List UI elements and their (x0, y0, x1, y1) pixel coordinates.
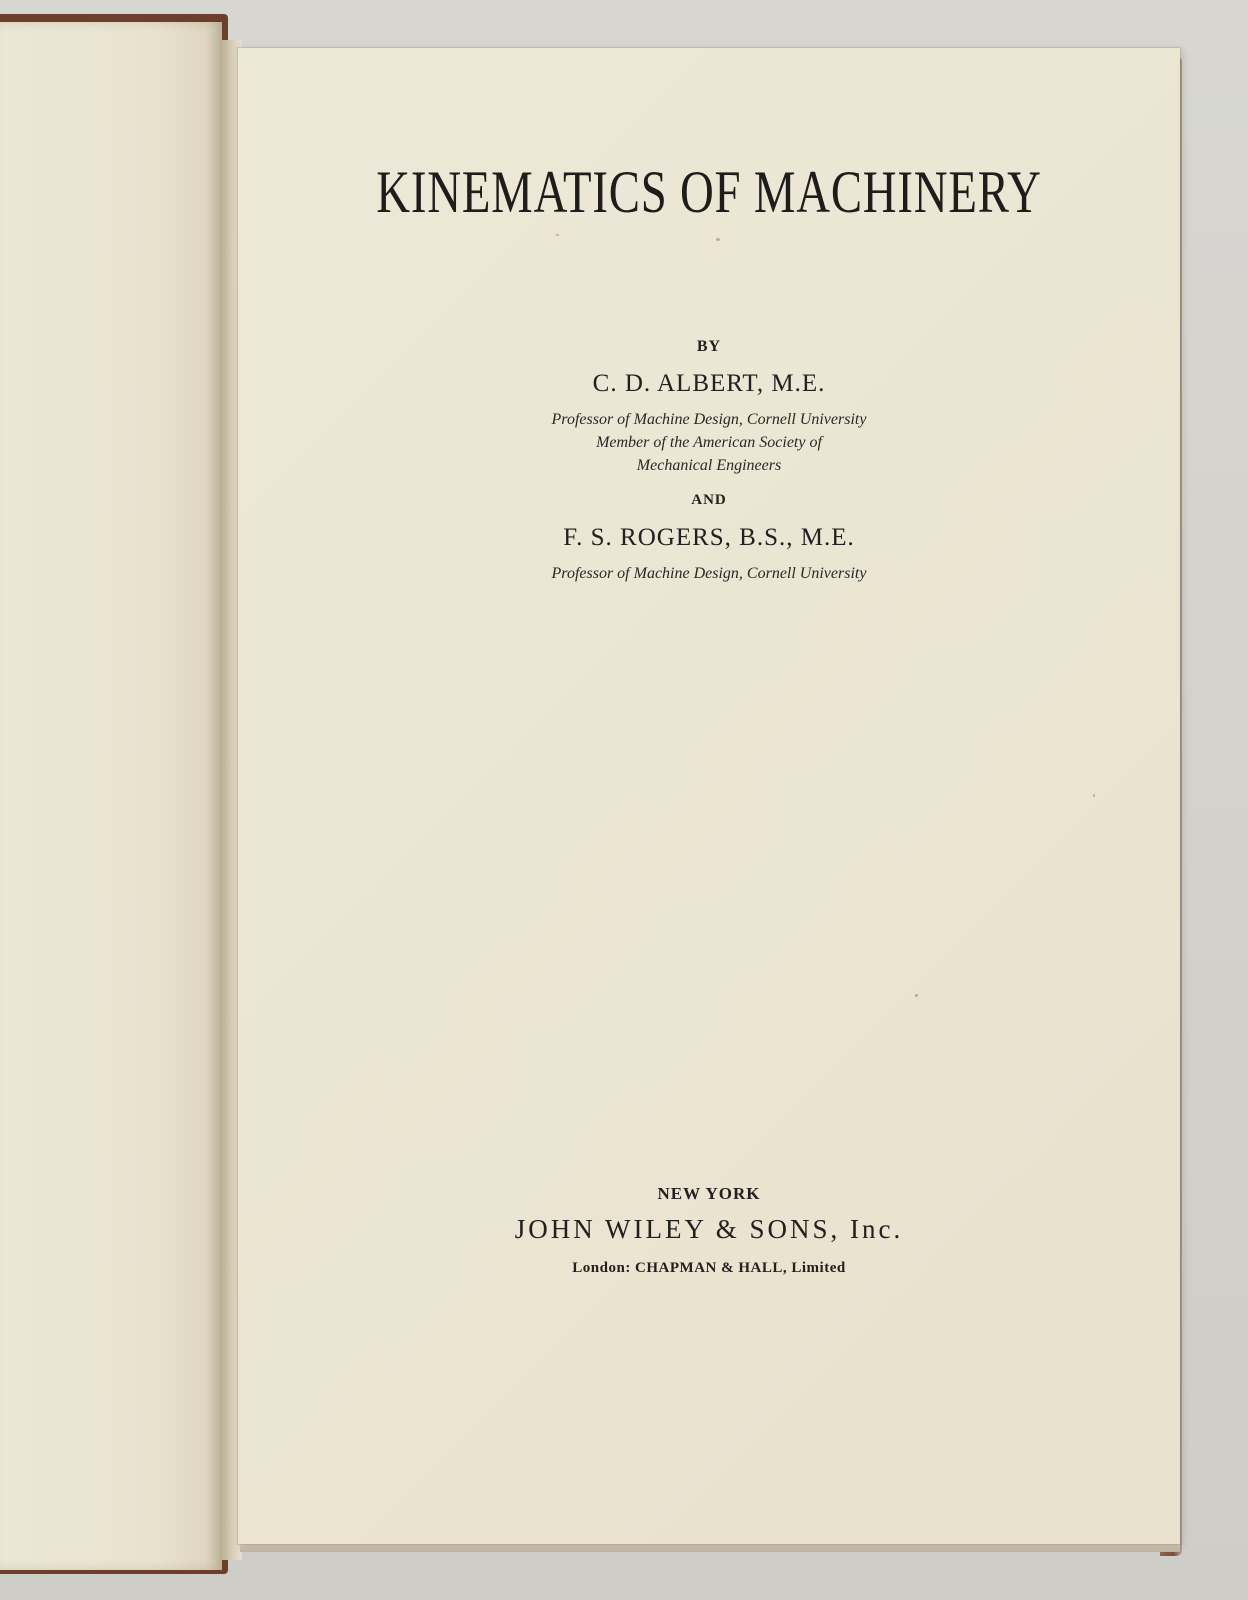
paper-speck (716, 238, 720, 241)
author-name: C. D. ALBERT, M.E. (592, 370, 826, 397)
page-edge (240, 1544, 1180, 1552)
book-title: KINEMATICS OF MACHINERY (376, 159, 1042, 225)
publisher-name: JOHN WILEY & SONS, Inc. (514, 1214, 904, 1244)
and-label: AND (691, 492, 727, 508)
author-affiliation: Member of the American Society of (596, 434, 822, 451)
author-affiliation: Professor of Machine Design, Cornell University (551, 411, 867, 428)
paper-speck (1093, 794, 1095, 797)
by-label: BY (696, 338, 722, 355)
publication-place: NEW YORK (657, 1184, 761, 1203)
paper-speck (556, 234, 559, 236)
paper-speck (915, 994, 918, 997)
author-name: F. S. ROGERS, B.S., M.E. (563, 524, 855, 551)
author-affiliation: Mechanical Engineers (636, 457, 782, 474)
london-imprint: London: CHAPMAN & HALL, Limited (572, 1260, 846, 1276)
title-page (238, 48, 1180, 1544)
left-page (0, 22, 222, 1570)
author-affiliation: Professor of Machine Design, Cornell University (551, 565, 867, 582)
